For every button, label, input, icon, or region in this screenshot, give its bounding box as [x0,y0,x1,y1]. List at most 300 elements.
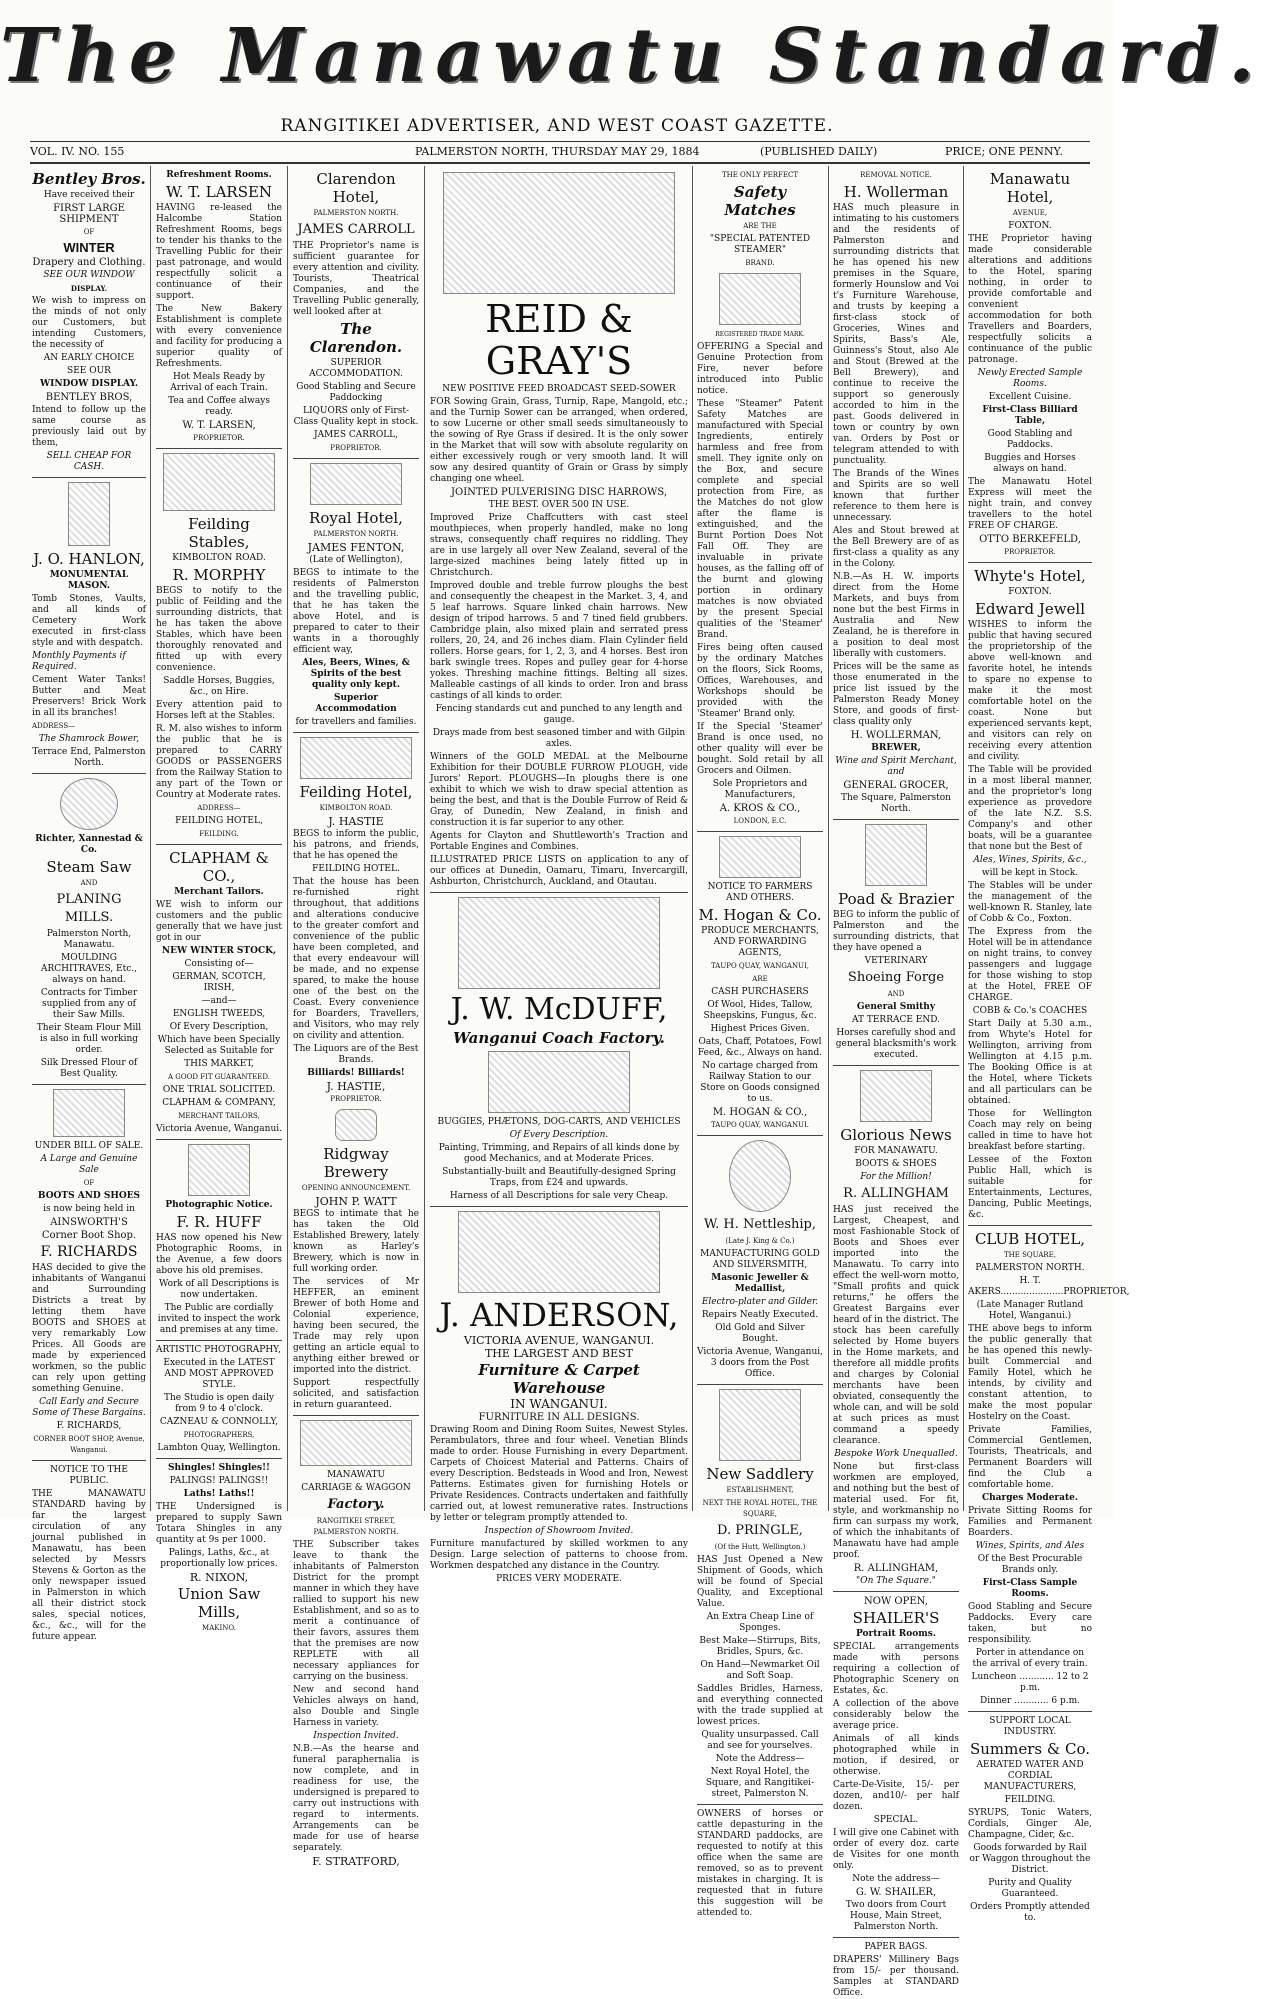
ad-line: ESTABLISHMENT, [726,1486,794,1494]
ad-line: FEILDING. [1004,1795,1056,1805]
ad-body: THE above begs to inform the public generally that he has opened this newly-built Commercial and Family Hotel, which he intends, by civility and constant attention, to make the most popular Hostelry on the Coast. [968,1324,1092,1422]
ad-line: Newly Erected Sample Rooms. [977,368,1083,389]
ad-line: THIS MARKET, [184,1059,254,1069]
ad-line: BOOTS & SHOES [855,1159,937,1169]
hotel-crest-illustration [310,463,402,505]
ad-line: Work of all Descriptions is now undertaken. [158,1279,280,1300]
ad-line: FEILDING. [199,830,239,838]
ad-title: Bentley Bros. [32,170,146,188]
ad-body: We wish to impress on the minds of not only our Customers, but intending Customers, the necessity of [32,296,146,350]
ad-divider [833,1937,959,1938]
ad-line: H. T. AKERS......................PROPRIETOR, [968,1276,1130,1297]
ad-line: Dinner ............ 6 p.m. [980,1696,1080,1706]
ad-line: (Of the Hutt, Wellington.) [714,1543,806,1551]
column-1 [32,168,146,1642]
boot-illustration [860,1070,932,1122]
ad-divider [697,1135,823,1136]
ad-title: ARTISTIC PHOTOGRAPHY, [156,1345,281,1355]
ad-body: HAS just received the Largest, Cheapest, and most Fashionable Stock of Boots and Shoes ever imported into the Manawatu. To carry into effect the well-worn motto, "Small profits and quick returns," he offers the Greatest Bargains ever heard of in the district. The stock has been carefully selected by Home buyers in the Home markets, and therefore all middle profits and charges by Colonial merchants have been obviated, consequently the whole can, and will be sold at such prices as must command a speedy clearance. [833,1205,959,1446]
ad-title: H. Wollerman [843,183,949,201]
ad-line: The Studio is open daily from 9 to 4 o'clock. [164,1393,274,1414]
ad-line: FEILDING HOTEL. [312,864,400,874]
ad-line: AVENUE, [1012,209,1048,217]
ad-body: If the Special 'Steamer' Brand is once used, no other quality will ever be bought. Sold retail by all Grocers and Oilmen. [697,722,823,776]
ad-line: JAMES CARROLL, [313,430,399,440]
ad-line: Porter in attendance on the arrival of every train. [972,1648,1088,1669]
ad-body: THE Subscriber takes leave to thank the inhabitants of Palmerston District for the prompt manner in which they have rallied to support his new Establishment, and so as to merit a continuance of their favors, assures them that the premises are now REPLETE with all necessary appliances for carrying on the business. [293,1540,419,1682]
ad-line: CORNER BOOT SHOP, Avenue, Wanganui. [33,1435,145,1454]
ad-line: ADDRESS— [197,804,241,812]
ad-line: PALMERSTON NORTH. [313,530,399,538]
ad-line: Inspection of Showroom Invited. [484,1526,634,1536]
ad-line: Saddle Horses, Buggies, &c., on Hire. [163,676,275,697]
ad-line: Drapery and Clothing. [32,257,146,268]
ad-line: Billiards! Billiards! [307,1068,405,1078]
ad-line: Next Royal Hotel, the Square, and Rangitikei-street, Palmerston N. [705,1767,815,1799]
ad-title: Summers & Co. [969,1740,1091,1758]
ad-body: Agents for Clayton and Shuttleworth's Traction and Portable Engines and Combines. [430,831,688,852]
ad-divider [32,1460,146,1461]
ad-body: Improved Prize Chaffcutters with cast steel mouthpieces, when properly handled, make no long straws, consequently chaff requires no riddling. They are in use largely all over New Zealand, several of the large-sized machines being lately fitted up in Christchurch. [430,513,688,578]
ad-line: THE SQUARE, [1004,1251,1056,1259]
ad-body: N.B.—As the hearse and funeral paraphernalia is now complete, and in readiness for use, the undersigned is prepared to carry out instructions with regard to interments. Arrangements can be made for use of hearse separately. [293,1744,419,1853]
ad-body: WISHES to inform the public that having secured the proprietorship of the above well-known and favorite hotel, he intends to spare no expense to make it the most comfortable hotel on the coast. None but experienced servants kept, and visitors can rely on receiving every attention and civility. [968,620,1092,762]
ad-line: PRICES VERY MODERATE. [496,1574,622,1584]
ad-divider [968,1711,1092,1712]
ad-body: DRAPERS' Millinery Bags from 15/- per thousand. Samples at STANDARD Office. [833,1955,959,1998]
column-2 [156,168,282,1632]
ad-line: NEXT THE ROYAL HOTEL, THE SQUARE, [702,1499,818,1518]
ad-title: Edward Jewell [974,600,1086,618]
ad-line: THE ONLY PERFECT [721,171,799,179]
ad-line: OF [83,1179,95,1187]
ad-line: BRAND. [745,259,775,267]
column-6 [833,168,959,1998]
ad-title: Whyte's Hotel, [974,567,1086,585]
ad-divider [833,1065,959,1066]
ad-body: SPECIAL arrangements made with persons requiring a collection of Photographic Scenery on Estates, &c. [833,1642,959,1696]
ad-line: FOR MANAWATU. [854,1146,938,1156]
ad-body: N.B.—As H. W. imports direct from the Home Markets, and buys from none but the best Firms in Australia and New Zealand, he is therefore in a position to deal most liberally with customers. [833,572,959,659]
ad-title: F. R. HUFF [176,1213,262,1231]
ad-line: CASH PURCHASERS [711,987,809,997]
ad-body: Good Stabling and Secure Paddocks. Every care taken, but no responsibility. [968,1602,1092,1645]
ad-line: PROPRIETOR. [330,444,382,452]
ad-line: ONE TRIAL SOLICITED. [162,1085,276,1095]
ad-title: R. MORPHY [172,566,266,584]
ad-line: AND [887,990,905,998]
ad-line: A. KROS & CO., [719,803,801,814]
ad-body: Start Daily at 5.30 a.m., from Whyte's Hotel for Wellington, arriving from Wellington at 4.15 p.m. The Booking Office is at the Hotel, where Tickets and all particulars can be obtained. [968,1019,1092,1106]
ad-body: BEGS to inform the public, his patrons, and friends, that he has opened the [293,829,419,861]
ad-body: The New Bakery Establishment is complete with every convenience and facility for producing a superior quality of Refreshments. [156,304,282,369]
ad-line: Charges Moderate. [981,1493,1079,1503]
ad-line: The Square, Palmerston North. [841,793,951,814]
ad-line: For the Million! [860,1172,932,1182]
ad-divider [430,1206,688,1207]
ad-line: "SPECIAL PATENTED STEAMER" [709,234,811,255]
ad-line: PALMERSTON NORTH. [313,209,399,217]
column-4 [430,168,688,1584]
ad-line: is now being held in [43,1204,135,1214]
ad-title: NOTICE TO THE PUBLIC. [50,1465,128,1486]
ad-line: Substantially-built and Beautifully-designed Spring Traps, from £24 and upwards. [442,1167,676,1188]
ad-line: Contracts for Timber supplied from any of their Saw Mills. [40,988,138,1020]
ad-title: PLANING MILLS. [56,892,122,925]
ad-body: None but first-class workmen are employed, and nothing but the best of material used. For fit, style, and workmanship no firm can surpass my work, of which the inhabitants of Manawatu have had ample proof. [833,1462,959,1560]
ad-line: Of Every Description. [509,1130,609,1140]
ad-line: GENERAL GROCER, [843,780,949,791]
ad-line: Purity and Quality Guaranteed. [988,1878,1072,1899]
ad-line: REGISTERED TRADE MARK. [715,331,805,338]
ad-line: Have received their [43,190,135,200]
ad-line: No cartage charged from Railway Station to our Store on Goods consigned to us. [700,1061,820,1104]
ad-body: That the house has been re-furnished right throughout, that additions and alterations conducive to the greater comfort and convenience of the public have been completed, and that every endeavour will be made, and no expense spared, to make the house one of the best on the Coast. Every convenience for Boarders, Travellers, and Visitors, who may rely on civility and attention. [293,877,419,1041]
barrel-illustration [335,1109,377,1141]
ad-line: Palmerston North, Manawatu. [46,929,132,950]
ad-body: Improved double and treble furrow ploughs the best and consequently the cheapest in the Market. 3, 4, and 5 leaf harrows. Square linked chain harrows. New design of tripod harrows. 5 and 7 tined field grubbers. Cambridge plain, also mixed plain and serrated press rollers, 20, 24, and 26 inches diam. Flain Cylinder field rollers. Horse gears, for 1, 2, 3, and 4 horses. Best iron bark swingle trees. Ropes and pulley gear for 4-horse yokes. Threshing machine fittings. Belting all sizes. Malleable castings of all kinds to order. Iron and brass castings of all kinds to order. [430,581,688,701]
ad-line: GERMAN, SCOTCH, IRISH, [172,972,266,993]
ad-body: THE Undersigned is prepared to supply Sawn Totara Shingles in any quantity at 9s per 1000. [156,1502,282,1545]
ad-line: NEW WINTER STOCK, [161,946,277,956]
ad-line: CARRIAGE & WAGGON [301,1483,411,1493]
ad-title: R. ALLINGHAM [843,1186,949,1201]
ad-line: On Hand—Newmarket Oil and Soft Soap. [700,1660,820,1681]
ad-line: Lambton Quay, Wellington. [157,1443,281,1453]
ad-body: Support respectfully solicited, and satisfaction in return guaranteed. [293,1378,419,1410]
ad-body: New and second hand Vehicles always on hand, also Double and Single Harness in variety. [293,1685,419,1728]
ad-line: Orders Promptly attended to. [970,1902,1090,1923]
ad-body: BEGS to intimate to the residents of Palmerston and the travelling public, that he has taken the above Hotel, and is prepared to cater to their wants in a thoroughly efficient way, [293,568,419,655]
ad-line: MERCHANT TAILORS, [178,1112,260,1120]
ad-body: These "Steamer" Patent Safety Matches are manufactured with Special Ingredients, entirely harmless and free from smell. They ignite only on the Box, and secure complete and special protection from Fire, as the Matches do not glow after the flame is extinguished, and the Burnt Portion Does Not Fall Off. They are invaluable in private houses, as the falling off of the burnt and glowing portion in ordinary matches is now obviated by the present Special qualities of the 'Steamer' Brand. [697,399,823,640]
ad-body: The Brands of the Wines and Spirits are so well known that further reference to them here is unnecessary. [833,469,959,523]
ad-title: Wanganui Coach Factory. [453,1029,665,1047]
ad-line: AND [80,879,98,887]
ad-title: Steam Saw [46,858,132,876]
published-daily: (PUBLISHED DAILY) [760,145,878,158]
ad-body: SYRUPS, Tonic Waters, Cordials, Ginger Ale, Champagne, Cider, &c. [968,1808,1092,1840]
ad-body: HAS Just Opened a New Shipment of Goods, which will be found of Special Quality, and Exceptional Value. [697,1555,823,1609]
ad-line: A Large and Genuine Sale [40,1154,138,1175]
ad-body: HAS much pleasure in intimating to his customers and the residents of Palmerston and surrounding districts that he has opened his new premises in the Square, formerly Hounslow and Voi t's Furniture Warehouse, and trusts by keeping a first-class stock of Groceries, Wines and Spirits, Bass's Ale, Guinness's Stout, also Ale and Stout (Brewed at the Bell Brewery), and continue to receive the support so generously accorded to him in the past. Goods delivered in town or country by own van. Orders by Post or telegram attended to with punctuality. [833,203,959,466]
ad-line: THE LARGEST AND BEST [484,1347,634,1360]
ad-divider [697,1384,823,1385]
ad-line: PHOTOGRAPHERS, [183,1431,255,1439]
ad-line: Wines, Spirits, and Ales [975,1541,1085,1551]
ad-line: Sole Proprietors and Manufacturers, [712,779,808,800]
plough-illustration [443,172,675,294]
ad-body: Animals of all kinds photographed while in motion, if desired, or otherwise. [833,1734,959,1777]
ad-line: OF [83,228,95,236]
ad-line: General Smithy [856,1002,936,1012]
ad-title: The Clarendon. [309,320,403,356]
ad-line: SEE OUR [67,366,111,376]
ad-line: KIMBOLTON ROAD. [319,804,393,812]
ad-title: W. T. LARSEN [165,183,273,201]
ad-body: Saddles Bridles, Harness, and everything connected with the trade supplied at lowest prices. [697,1684,823,1727]
ad-line: Laths! Laths!! [183,1489,255,1499]
ad-line: J. HASTIE, [326,1080,386,1093]
ad-title: F. RICHARDS [40,1244,138,1260]
ad-line: M. HOGAN & CO., [712,1107,808,1118]
ad-divider [156,844,282,845]
ad-title: Manawatu Hotel, [989,170,1071,206]
ad-line: (Late J. King & Co.) [725,1237,795,1245]
ad-line: Terrace End, Palmerston North. [32,747,146,768]
ad-line: First-Class Sample Rooms. [982,1578,1078,1599]
ad-line: UNDER BILL OF SALE. [34,1141,144,1151]
ad-divider [697,831,823,832]
ad-line: SELL CHEAP FOR CASH. [46,451,132,472]
ad-line: Good Stabling and Secure Paddocking [296,382,416,403]
ad-title: SHAILER'S [852,1609,940,1627]
ad-divider [968,562,1092,563]
ad-body: Intend to follow up the same course as previously laid out by them, [32,405,146,448]
issue-date: PALMERSTON NORTH, THURSDAY MAY 29, 1884 [415,145,700,158]
ad-body: HAS now opened his New Photographic Rooms, in the Avenue, a few doors above his old premises. [156,1233,282,1276]
column-5 [697,168,823,1918]
ad-body: Ales and Stout brewed at the Bell Brewery are of as first-class a quality as any in the Colony. [833,526,959,569]
ad-title: CLUB HOTEL, [974,1230,1086,1248]
ad-line: PALINGS! PALINGS!! [169,1476,269,1486]
ad-line: R. ALLINGHAM, [853,1563,939,1574]
ad-line: JOINTED PULVERISING DISC HARROWS, [450,487,668,498]
ad-line: Call Early and Secure Some of These Bargains. [32,1397,146,1418]
ad-line: Merchant Tailors. [174,887,264,897]
ad-body: THE Proprietor having made considerable alterations and additions to the Hotel, sparing nothing, in order to provide comfortable and convenient accommodation for both Travellers and Boarders, respectfully solicits a continuance of the public patronage. [968,234,1092,365]
ad-body: WE wish to inform our customers and the public generally that we have just got in our [156,900,282,943]
ad-divider [156,1340,282,1341]
ad-line: Ales, Wines, Spirits, &c., [973,855,1087,865]
ad-line: BENTLEY BROS, [45,392,133,403]
ad-line: Goods forwarded by Rail or Waggon throughout the District. [969,1843,1091,1875]
ad-divider [293,458,419,459]
ad-line: CLAPHAM & COMPANY, [162,1098,276,1108]
coach-illustration [300,737,412,779]
ad-line: Ales, Beers, Wines, & Spirits of the best quality only kept. [302,658,410,690]
ad-line: The Shamrock Bower, [38,734,140,744]
ad-line: Shingles! Shingles!! [167,1463,270,1473]
ad-line: TAUPO QUAY, WANGANUI. [711,1121,809,1129]
ad-line: Monthly Payments if Required. [32,651,126,672]
ad-line: ARE [752,975,768,983]
ad-body: ILLUSTRATED PRICE LISTS on application to any of our offices at Dunedin, Oamaru, Timaru, Invercargill, Ashburton, Christchurch, Auckland, and Otautau. [430,855,688,887]
coach-factory-illustration [488,1051,630,1113]
ad-title: J. W. McDUFF, [450,992,668,1027]
ad-divider [32,477,146,478]
ad-line: WINDOW DISPLAY. [40,379,138,389]
ad-title: Royal Hotel, [309,509,403,527]
ad-line: JAMES FENTON, [307,541,405,554]
ad-line: Victoria Avenue, Wanganui, 3 doors from the Post Office. [697,1347,823,1379]
ad-line: PRODUCE MERCHANTS, AND FORWARDING AGENTS, [701,926,819,958]
dateline [30,141,1090,164]
buggy-illustration [458,897,660,989]
ad-line: (Late of Wellington), [309,555,403,565]
ad-line: Richter, Xannestad & Co. [35,834,143,855]
ad-line: Excellent Cuisine. [988,392,1072,402]
ad-divider [968,1225,1092,1226]
ad-line: SEE OUR WINDOW [43,270,135,280]
ad-body: The Table will be provided in a most liberal manner, and the proprietor's long experience as provedore of the late N.Z. S.S. Company's and other boats, will be a guarantee that none but the Best of [968,765,1092,852]
ad-divider [697,1804,823,1805]
ad-title: Factory. [327,1497,385,1512]
ad-line: PROPRIETOR. [330,1095,382,1103]
ad-line: W. T. LARSEN, [182,420,256,431]
headstone-illustration [68,482,110,546]
ad-line: BUGGIES, PHÆTONS, DOG-CARTS, AND VEHICLES [437,1117,681,1127]
ad-line: F. STRATFORD, [312,1855,400,1868]
ad-line: AN EARLY CHOICE [43,353,135,363]
ad-line: Fencing standards cut and punched to any length and gauge. [435,704,683,725]
ad-line: "On The Square." [856,1576,936,1586]
ad-body: HAS decided to give the inhabitants of Wanganui and Surrounding Districts a treat by letting them have BOOTS and SHOES at very remarkably Low Prices. All Goods are made by experienced workmen, so the public can rely upon getting something Genuine. [32,1263,146,1394]
ad-line: NOW OPEN, [864,1596,928,1607]
ad-line: Masonic Jeweller & Medallist, [711,1273,809,1294]
masthead-subtitle: RANGITIKEI ADVERTISER, AND WEST COAST GAZETTE. [280,116,834,136]
ad-divider [156,1458,282,1459]
ad-body: Tomb Stones, Vaults, and all kinds of Cemetery Work executed in first-class style and with despatch. [32,594,146,648]
ad-line: Harness of all Descriptions for sale very Cheap. [449,1191,669,1201]
ad-line: G. W. SHAILER, [855,1887,937,1898]
ad-line: SUPERIOR ACCOMMODATION. [309,358,403,379]
ad-line: SUPPORT LOCAL INDUSTRY. [989,1716,1071,1737]
ad-line: OPENING ANNOUNCEMENT. [301,1184,411,1192]
ad-title: D. PRINGLE, [717,1523,803,1538]
ad-body: The services of Mr HEFFER, an eminent Brewer of both Home and Colonial experience, having been secured, the Trade may rely upon getting an article equal to anything either brewed or imported into the district. [293,1277,419,1375]
ad-line: R. NIXON, [189,1571,249,1584]
horseshoe-illustration [865,824,927,886]
ad-body: BEGS to intimate that he has taken the Old Established Brewery, lately known as Harley's Brewery, which is now in full working order. [293,1209,419,1274]
ad-line: Two doors from Court House, Main Street, Palmerston North. [845,1900,947,1932]
ad-line: IN WANGANUI. [510,1397,608,1411]
ad-line: DISPLAY. [70,284,108,293]
steamer-illustration [719,273,801,325]
ad-line: The Public are cordially invited to inspect the work and premises at any time. [157,1303,281,1335]
ad-line: SPECIAL. [873,1815,919,1825]
ad-line: MOULDING ARCHITRAVES, Etc., always on hand. [41,953,137,985]
ad-title: PAPER BAGS. [864,1942,928,1952]
ad-body: I will give one Cabinet with order of every doz. carte de Visites for one month only. [833,1828,959,1871]
ad-line: VICTORIA AVENUE, WANGANUI. [463,1334,655,1347]
ad-title: J. ANDERSON, [439,1296,679,1334]
ad-body: Prices will be the same as those enumerated in the price list issued by the Palmerston Ready Money Store, and goods of first-class quality only [833,662,959,727]
ad-body: Drawing Room and Dining Room Suites, Newest Styles. Perambulators, three and four wheel. Venetian Blinds made to order. House Furnishing in every Department. Carpets of Choicest Material and Patterns. Chairs of every Description. Bedsteads in Wood and Iron, Newest Patterns. Estimates given for furnishing Hotels or Private Residences. Contracts undertaken and faithfully carried out, at lowest remunerative rates. Instructions by letter or telegram promptly attended to. [430,1425,688,1523]
horse-shield-illustration [719,1389,801,1461]
ad-line: PALMERSTON NORTH. [975,1263,1085,1273]
ad-line: NOTICE TO FARMERS AND OTHERS. [707,882,813,903]
ad-line: BOOTS AND SHOES [37,1191,141,1201]
ad-line: FOXTON. [1008,587,1052,597]
ad-title: W. H. Nettleship, [704,1217,816,1232]
ad-body: Those for Wellington Coach may rely on being called in time to have hot breakfast before starting. [968,1109,1092,1152]
ad-line: RANGITIKEI STREET, PALMERSTON NORTH. [313,1517,399,1536]
camera-illustration [188,1144,250,1196]
ad-title: M. Hogan & Co. [698,906,822,924]
ad-body: THE MANAWATU STANDARD having by far the largest circulation of any journal published in Manawatu, has been selected by Messrs Stevens & Gorton as the only newspaper issued in Palmerston in which all their district stock sales, special notices, &c., &c., will for the future appear. [32,1489,146,1642]
ad-line: FEILDING HOTEL, [175,816,263,826]
ad-title: J. O. HANLON, [33,550,145,568]
column-rule [828,166,829,1511]
ad-line: Victoria Avenue, Wanganui. [156,1124,282,1134]
ad-line: will be kept in Stock. [981,868,1079,878]
ad-line: Corner Boot Shop. [41,1230,137,1241]
ad-line: Good Stabling and Paddocks. [987,429,1073,450]
ad-body: HAVING re-leased the Halcombe Station Refreshment Rooms, begs to tender his thanks to the Travelling Public for their past patronage, and would respectfully solicit a continuance of their support. [156,203,282,301]
ad-divider [293,732,419,733]
ad-line: WINTER [63,240,115,255]
ad-line: Palings, Laths, &c., at proportionally low prices. [160,1548,278,1569]
column-7 [968,168,1130,1923]
ad-line: A GOOD FIT GUARANTEED. [168,1073,270,1081]
ad-title: Ridgway Brewery [323,1145,389,1181]
ad-body: The Stables will be under the management of the well-known R. Stanley, late of Cobb & Co., Foxton. [968,881,1092,924]
ad-line: —and— [201,996,237,1006]
ad-line: Highest Prices Given. [710,1024,810,1034]
ad-title: CLAPHAM & CO., [169,849,269,885]
ad-line: Inspection Invited. [313,1731,399,1741]
ship-illustration [719,836,801,878]
ad-line: FOXTON. [1008,221,1052,231]
hearse-illustration [300,1420,412,1466]
ad-line: Note the address— [852,1874,940,1884]
ad-line: PROPRIETOR. [1004,548,1056,556]
ad-title: Clarendon Hotel, [316,170,396,206]
ad-body: Fires being often caused by the ordinary Matches on the floors, Sick Rooms, Offices, Warehouses, and Workshops should be provided with the 'Steamer' Brand only. [697,643,823,719]
ad-line: NEW POSITIVE FEED BROADCAST SEED-SOWER [442,384,676,394]
ad-line: Best Make—Stirrups, Bits, Bridles, Spurs, &c. [699,1636,821,1657]
furniture-illustration [458,1211,660,1293]
ad-line: Of the Best Procurable Brands only. [977,1554,1083,1575]
ad-line: Bespoke Work Unequalled. [834,1449,958,1459]
ad-body: A collection of the above considerably below the average price. [833,1699,959,1731]
ad-line: Drays made from best seasoned timber and with Gilpin axles. [432,728,686,749]
ad-divider [156,448,282,449]
ad-title: New Saddlery [706,1465,814,1483]
ad-line: Of Every Description, [169,1022,269,1032]
ad-body: Winners of the GOLD MEDAL at the Melbourne Exhibition for their DOUBLE FURROW PLOUGH, vide Jurors' Report. PLOUGHS—In ploughs there is one exhibit to which we wish to draw special attention as being the best, and that is the Double Furrow of Reid & Gray, of Dunedin, New Zealand, in finish and construction it is far superior to any other. [430,752,688,828]
ad-title: Safety Matches [724,183,796,219]
stagecoach-illustration [163,453,275,511]
saw-blade-illustration [60,778,118,830]
ad-line: AERATED WATER AND CORDIAL MANUFACTURERS, [976,1760,1084,1792]
column-rule [287,166,288,1511]
ad-line: Old Gold and Silver Bought. [715,1323,805,1344]
ad-line: ENGLISH TWEEDS, [172,1009,266,1019]
ad-line: Executed in the LATEST AND MOST APPROVED STYLE. [163,1358,275,1390]
ad-body: THE Proprietor's name is sufficient guarantee for every attention and civility. Tourists, Theatrical Companies, and the Travelling Public generally, well looked after at [293,241,419,317]
ad-body: Every attention paid to Horses left at the Stables. [156,700,282,721]
masthead [0,6,1264,116]
ad-body: The Manawatu Hotel Express will meet the night train, and convey travellers to the hotel FREE OF CHARGE. [968,477,1092,531]
ad-divider [32,1084,146,1085]
ad-line: BREWER, [871,743,921,753]
ad-body: Carte-De-Visite, 15/- per dozen, and10/- per half dozen. [833,1780,959,1812]
ad-divider [293,1415,419,1416]
ad-line: An Extra Cheap Line of Sponges. [706,1612,814,1633]
ad-line: REMOVAL NOTICE. [860,171,932,179]
ad-body: BEG to inform the public of Palmerston and the surrounding districts, that they have opened a [833,910,959,953]
ad-title: JAMES CARROLL [297,222,415,237]
ad-line: Tea and Coffee always ready. [168,396,270,417]
ad-line: Of Wool, Hides, Tallow, Sheepskins, Fungus, &c. [703,1000,817,1021]
ad-line: Electro-plater and Gilder. [701,1297,819,1307]
ad-body: Lessee of the Foxton Public Hall, which is suitable for Entertainments, Lectures, Dancing, Public Meetings, &c. [968,1155,1092,1220]
ad-body: Cement Water Tanks! Butter and Meat Preservers! Brick Work in all its branches! [32,675,146,718]
ad-line: Horses carefully shod and general blacksmith's work executed. [835,1028,957,1060]
ad-line: Buggies and Horses always on hand. [984,453,1076,474]
